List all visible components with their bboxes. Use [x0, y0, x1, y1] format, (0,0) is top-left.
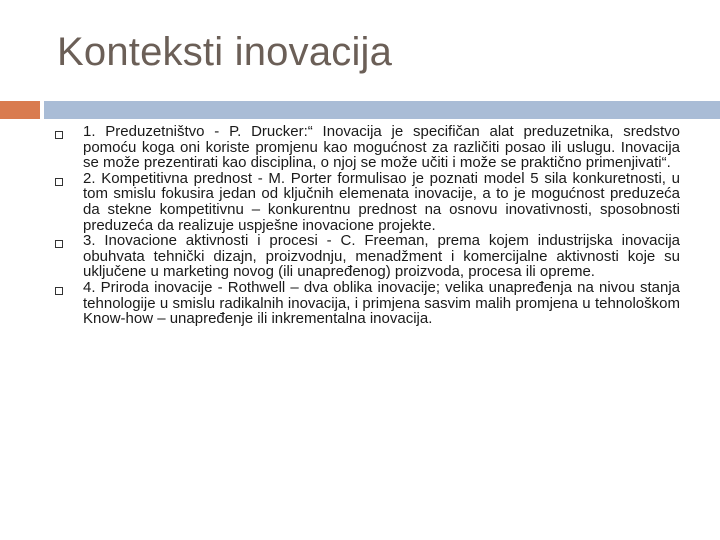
list-item [52, 124, 680, 171]
bullet-list [52, 124, 680, 327]
square-bullet-icon [55, 287, 63, 295]
title-rule [44, 101, 720, 119]
list-item-text: 3. Inovacione aktivnosti i procesi - C. Freeman, prema kojem industrijska inovacija obuhvata tehnički dizajn, proizvodnju, menadžment i komercijalne aktivnosti koje su uključene u marketing novog (ili unapređenog) proizvoda, procesa ili opreme. [83, 232, 680, 281]
square-bullet-icon [55, 131, 63, 139]
list-item-text: 1. Preduzetništvo - P. Drucker:“ Inovacija je specifičan alat preduzetnika, sredstvo pomoću koga oni koriste promjenu kao mogućnost za različiti posao ili uslugu. Inovacija se može prezentirati kao disciplina, o njoj se može učiti i može se praktično primenjivati“. [83, 123, 680, 172]
square-bullet-icon [55, 178, 63, 186]
list-item [52, 233, 680, 280]
slide-title: Konteksti inovacija [57, 30, 393, 74]
list-item [52, 280, 680, 327]
list-item-text: 4. Priroda inovacije - Rothwell – dva oblika inovacije; velika unapređenja na nivou stanja tehnologije u smislu radikalnih inovacija, i primjena sasvim malih promjena u tehnološkom Know-how – unapređenje ili inkrementalna inovacija. [83, 278, 680, 328]
accent-bar [0, 101, 40, 119]
list-item [52, 171, 680, 233]
square-bullet-icon [55, 240, 63, 248]
list-item-text: 2. Kompetitivna prednost - M. Porter formulisao je poznati model 5 sila konkuretnosti, u tom smislu fokusira jedan od ključnih elemenata inovacije, a to je mogućnost preduzeća da stekne kompetitivnu – konkurentnu prednost na osnovu inovativnosti, sposobnosti preduzeća da realizuje uspješne inovacione projekte. [83, 169, 680, 234]
